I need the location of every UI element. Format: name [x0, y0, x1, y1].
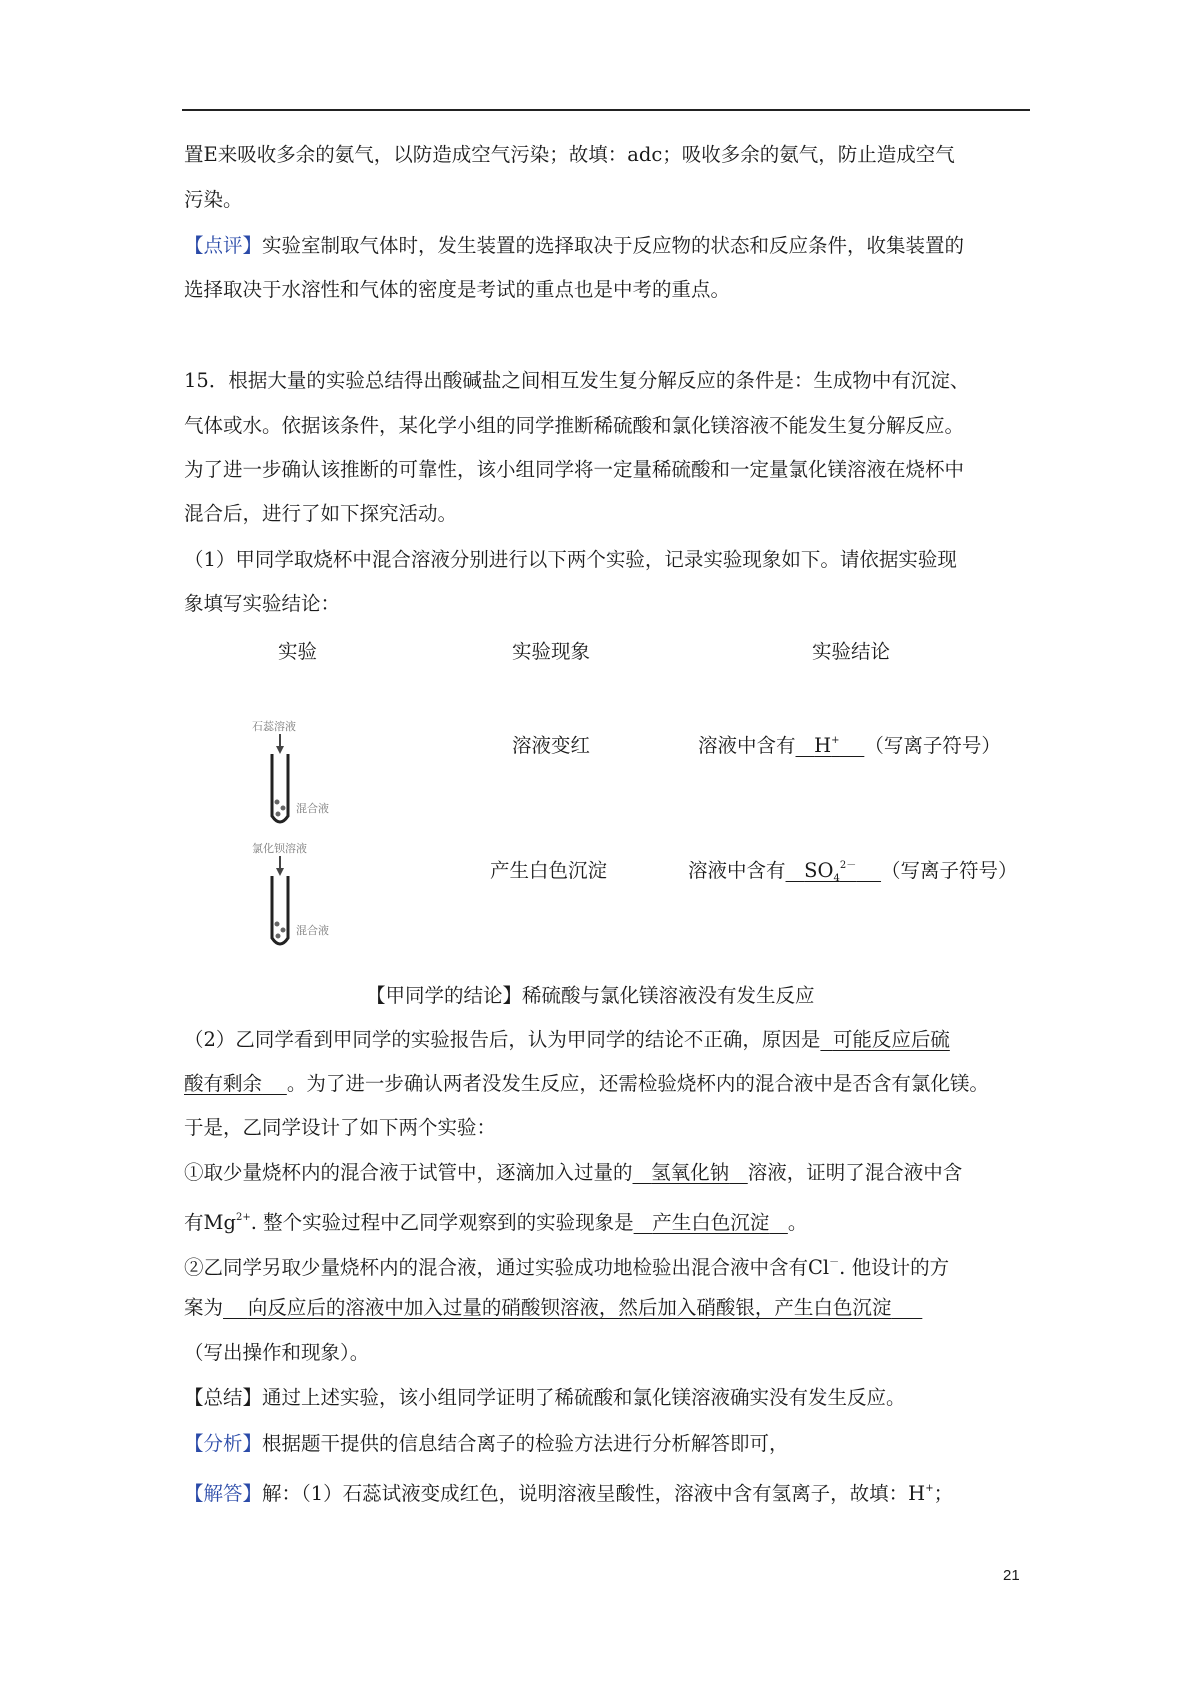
solution-tag: 【解答】	[184, 1482, 263, 1505]
step-2-line: ②乙同学另取少量烧杯内的混合液，通过实验成功地检验出混合液中含有Cl－. 他设计的方	[184, 1256, 950, 1279]
part2-line-3: 于是，乙同学设计了如下两个实验：	[184, 1116, 497, 1139]
test-tube-2-diagram	[250, 838, 350, 962]
comment-tag: 【点评】	[184, 234, 263, 257]
part1-line-2: 象填写实验结论：	[184, 592, 341, 615]
part2-line-1: （2）乙同学看到甲同学的实验报告后，认为甲同学的结论不正确，原因是 可能反应后硫	[184, 1028, 950, 1051]
table-header-phenomenon: 实验现象	[512, 640, 591, 663]
question-line-2: 气体或水。依据该条件，某化学小组的同学推断稀硫酸和氯化镁溶液不能发生复分解反应。	[184, 414, 965, 437]
prev-answer-line-1: 置E来吸收多余的氨气，以防造成空气污染；故填：adc；吸收多余的氨气，防止造成空气	[184, 143, 955, 166]
comment-line-1	[184, 232, 964, 260]
step-1-answer: 氢氧化钠	[651, 1161, 730, 1184]
part2-reason-answer-2: 酸有剩余	[184, 1072, 263, 1095]
row-2-phenomenon: 产生白色沉淀	[490, 859, 608, 882]
step-2-line-3: （写出操作和现象）。	[184, 1341, 370, 1364]
header-rule	[182, 109, 1030, 111]
row-1-phenomenon: 溶液变红	[512, 734, 591, 757]
analysis-line: 【分析】根据题干提供的信息结合离子的检验方法进行分析解答即可，	[184, 1432, 789, 1455]
row-2-answer: $SO_4^{2-}$	[804, 859, 857, 884]
row-1-conclusion: 溶液中含有 H+ （写离子符号）	[698, 734, 1001, 757]
part1-line-1: （1）甲同学取烧杯中混合溶液分别进行以下两个实验，记录实验现象如下。请依据实验现	[184, 548, 957, 571]
step-1-line: ①取少量烧杯内的混合液于试管中，逐滴加入过量的 氢氧化钠 溶液，证明了混合液中含	[184, 1161, 963, 1184]
test-tube-1-diagram	[250, 716, 350, 840]
step-2-line-2: 案为 向反应后的溶液中加入过量的硝酸钡溶液，然后加入硝酸银，产生白色沉淀	[184, 1294, 922, 1322]
row-1-answer: H+	[814, 734, 840, 757]
jia-conclusion: 【甲同学的结论】稀硫酸与氯化镁溶液没有发生反应	[366, 984, 815, 1007]
page-number: 21	[1003, 1567, 1020, 1584]
tube-2-liquid-label: 混合液	[296, 924, 329, 937]
step-1-line-2: 有$Mg^{2+}$. 整个实验过程中乙同学观察到的实验现象是 产生白色沉淀 。	[184, 1211, 808, 1234]
step-1-phenomenon-answer: 产生白色沉淀	[652, 1211, 770, 1234]
comment-text-1: 实验室制取气体时，发生装置的选择取决于反应物的状态和反应条件，收集装置的	[262, 234, 965, 257]
table-header-conclusion: 实验结论	[812, 640, 891, 663]
step-2-plan-answer: 向反应后的溶液中加入过量的硝酸钡溶液，然后加入硝酸银，产生白色沉淀	[247, 1296, 892, 1319]
solution-line: 【解答】解：（1）石蕊试液变成红色，说明溶液呈酸性，溶液中含有氢离子，故填：H+；	[184, 1482, 954, 1505]
part2-reason-answer-1: 可能反应后硫	[832, 1028, 950, 1051]
tube-1-liquid-label: 混合液	[296, 802, 329, 815]
analysis-tag: 【分析】	[184, 1432, 263, 1455]
summary-line: 【总结】通过上述实验，该小组同学证明了稀硫酸和氯化镁溶液确实没有发生反应。	[184, 1386, 906, 1409]
question-line-4: 混合后，进行了如下探究活动。	[184, 502, 458, 525]
tube-1-reagent-label: 石蕊溶液	[252, 720, 296, 733]
question-line-1: 15．根据大量的实验总结得出酸碱盐之间相互发生复分解反应的条件是：生成物中有沉淀、	[184, 369, 970, 392]
comment-line-2: 选择取决于水溶性和气体的密度是考试的重点也是中考的重点。	[184, 278, 731, 301]
table-header-experiment: 实验	[278, 640, 318, 663]
row-2-conclusion: 溶液中含有 $SO_4^{2-}$ （写离子符号）	[688, 859, 1018, 884]
part2-line-2: 酸有剩余 。为了进一步确认两者没发生反应，还需检验烧杯内的混合液中是否含有氯化镁。	[184, 1072, 989, 1095]
prev-answer-line-2: 污染。	[184, 188, 243, 211]
tube-2-reagent-label: 氯化钡溶液	[252, 842, 307, 855]
question-line-3: 为了进一步确认该推断的可靠性，该小组同学将一定量稀硫酸和一定量氯化镁溶液在烧杯中	[184, 458, 965, 481]
